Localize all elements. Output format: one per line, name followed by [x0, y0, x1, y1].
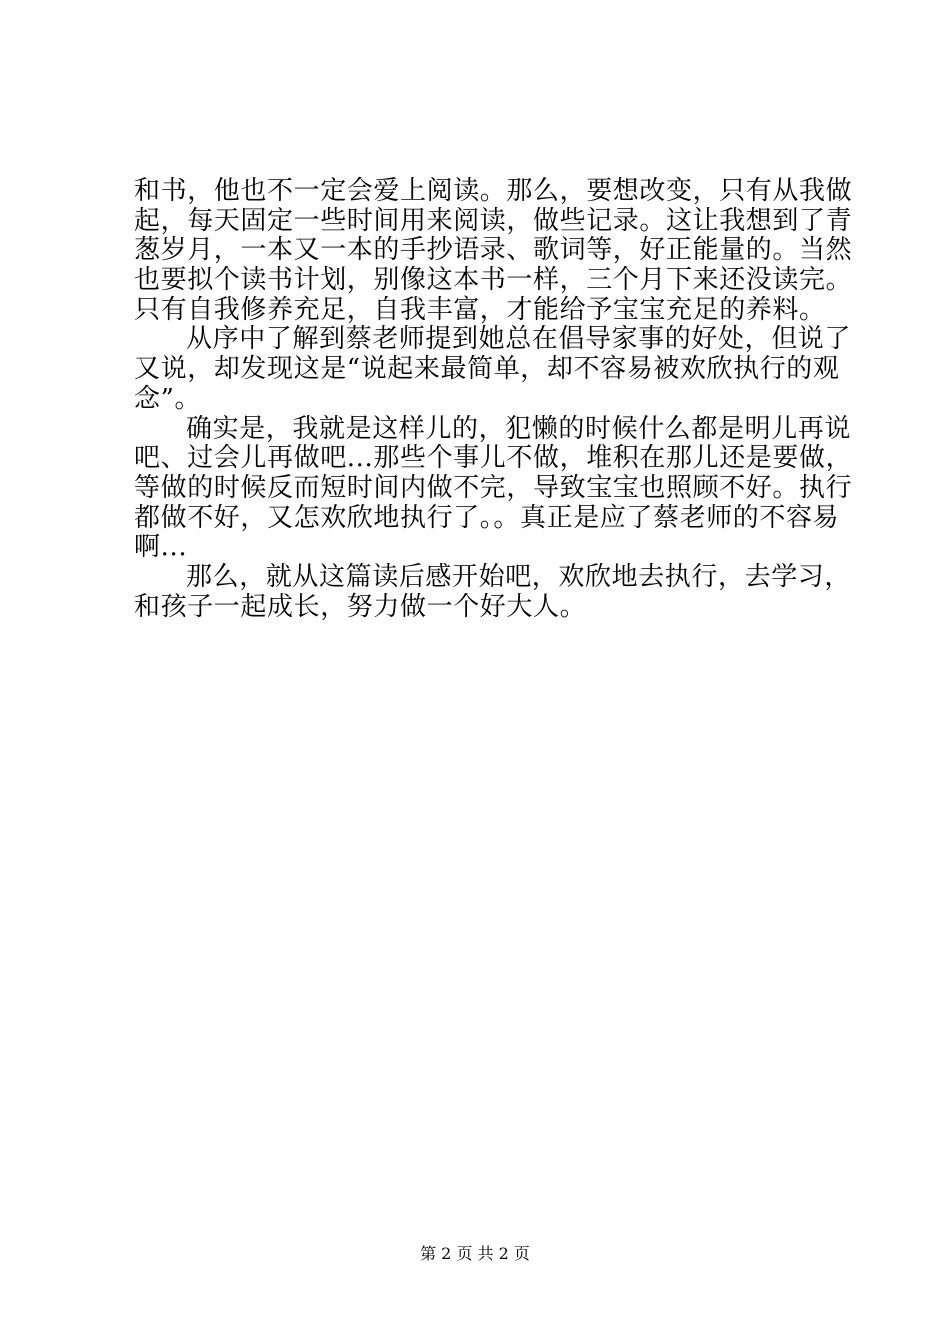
text-line: 确实是，我就是这样儿的，犯懒的时候什么都是明儿再说: [186, 413, 852, 444]
text-line: 那么，就从这篇读后感开始吧，欢欣地去执行，去学习，: [186, 561, 852, 592]
text-line: 只有自我修养充足，自我丰富，才能给予宝宝充足的养料。: [134, 294, 826, 325]
text-line: 都做不好，又怎欢欣地执行了。。真正是应了蔡老师的不容易: [134, 502, 840, 533]
text-line: 等做的时候反而短时间内做不完，导致宝宝也照顾不好。执行: [134, 472, 853, 503]
text-line: 念”。: [134, 383, 202, 414]
page-number-label: 第 2 页 共 2 页: [420, 1244, 530, 1263]
text-line: 吧、过会儿再做吧...那些个事儿不做，堆积在那儿还是要做，: [134, 443, 853, 474]
text-line: 啊...: [134, 532, 188, 563]
text-line: 也要拟个读书计划，别像这本书一样，三个月下来还没读完。: [134, 265, 853, 296]
text-line: 葱岁月，一本又一本的手抄语录、歌词等，好正能量的。当然: [134, 235, 853, 266]
text-line: 起，每天固定一些时间用来阅读，做些记录。这让我想到了青: [134, 205, 853, 236]
text-line: 又说，却发现这是“说起来最简单，却不容易被欢欣执行的观: [134, 354, 840, 385]
text-line: 从序中了解到蔡老师提到她总在倡导家事的好处，但说了: [186, 324, 852, 355]
page-footer: [0, 1244, 950, 1264]
body-text: [134, 176, 853, 622]
text-line: 和孩子一起成长，努力做一个好大人。: [134, 591, 587, 622]
text-line: 和书，他也不一定会爱上阅读。那么，要想改变，只有从我做: [134, 176, 853, 206]
